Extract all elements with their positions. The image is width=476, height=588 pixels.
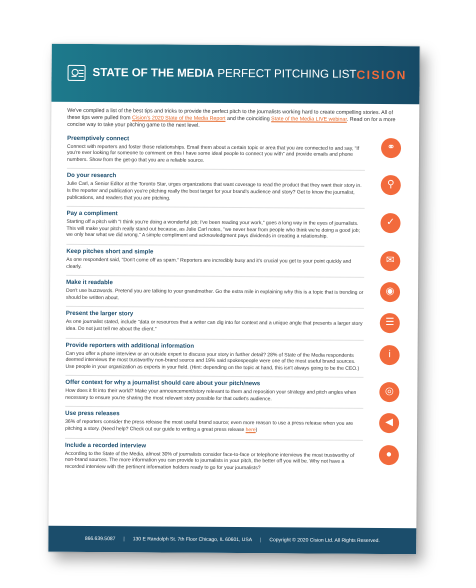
document-icon: ✉ [380,251,400,271]
link-icon: ⚭ [381,138,401,158]
section-make-it-readable [66,280,404,304]
footer-separator: | [123,536,125,543]
divider [66,337,364,340]
webinar-link[interactable]: State of the Media LIVE webinar [271,116,347,123]
section-title: Offer context for why a journalist should care about your pitch/news [65,380,261,388]
divider [66,306,364,309]
press-release-text: 36% of reporters consider the press release the most useful brand source; even more reason to use a press release when you are pitching a story. (Need help? Check out our guide to writing a great press release [65,419,354,434]
cision-logo: CISION [356,67,407,83]
press-release-guide-link[interactable]: here [245,427,256,434]
section-do-your-research [67,173,405,203]
section-body: As one respondent said, "Don't come off as spam." Reporters are incredibly busy and it's crucial you get to your point quickly and clearly. [66,256,352,270]
divider [65,375,363,378]
document-header [51,44,419,105]
section-title: Use press releases [65,411,120,418]
footer-copyright: Copyright © 2020 Cision Ltd. All Rights Reserved. [269,537,380,545]
pitching-list-document [48,44,420,555]
section-body: Don't use buzzwords. Pretend you are talking to your grandmother. Go the extra mile in explaining why this is a topic that is trending or should be written about. [65,287,364,301]
section-body: Connect with reporters and foster those relationships. Email them about a certain topic or area that you are connected to and say, "If you're ever looking for someone to comment on this I have some ideal people to connect you with" and provide emails and phone numbers. Show from the get-go that you are a reliable source. [66,143,360,164]
divider [65,406,363,409]
section-body: Starting off a pitch with "I think you're doing a wonderful job; I've been reading your work," goes a long way in the eyes of journalists. This will make your pitch really stand out because, as Julie Carl notes, "we never hear from people who think we're doing a good job; we only hear what we did wrong." A simple compliment and acknowledgment pays dividends in creating a relationship. [66,219,360,241]
divider [66,244,364,247]
eye-icon: ◉ [380,282,400,302]
divider [67,206,365,209]
newspaper-icon: ☰ [380,313,400,333]
megaphone-icon: ◀ [379,414,399,434]
section-title: Provide reporters with additional information [65,342,195,350]
section-title: Pay a compliment [66,211,118,218]
document-body [65,108,406,478]
section-pay-a-compliment [66,211,404,241]
microphone-icon: ● [379,445,399,465]
section-body: Can you offer a phone interview or an outside expert to discuss your story in further detail? 28% of State of the Media respondents deemed interviews the most trustworthy non-brand source and 19% said spokespeople were one of the most useful brand sources. Use people in your organization as experts in your field. (Hint: depending on the topic at hand, this isn't always going to be the CEO.) [65,350,360,372]
section-body: How does it fit into their world? Make your announcement/story relevant to them and reposition your strategy and pitch angles when necessary to ensure you're sharing the most relevant story possible for that outlet's audience. [65,388,357,403]
footer-address: 130 E Randolph St. 7th Floor Chicago, IL 60601, USA [132,536,253,544]
divider [67,168,365,171]
title-bold: STATE OF THE MEDIA [92,67,215,80]
report-link[interactable]: Cision's 2020 State of the Media Report [132,115,226,123]
section-title: Make it readable [66,279,113,287]
target-icon: ◎ [379,382,399,402]
section-recorded-interview [65,442,403,472]
intro-paragraph [67,108,405,132]
document-footer [48,526,416,555]
intro-text-1: We've compiled a list of the best tips and tricks to provide the perfect pitch to the journalists working hard to create compelling stories. All of these tips were pulled from [67,107,393,122]
intro-text-3: . Read on for a more concise way to take your pitching game to the next level. [67,116,396,130]
section-body: According to the State of the Media, almost 30% of journalists consider face-to-face or telephone interviews the most trustworthy of non-brand sources. The more information you can provide to journalists in your pitch, the better off you will be. Why not have a recorded interview with the pertinent information holders ready to go for your journalists? [64,450,355,472]
section-offer-context [65,380,403,404]
news-article-icon [68,65,86,81]
section-title: Keep pitches short and simple [66,248,154,256]
footer-separator: | [260,537,262,544]
title-light: PERFECT PITCHING LIST [217,67,357,81]
thumbs-up-icon: ✓ [380,213,400,233]
section-title: Do your research [66,173,117,180]
section-body: Julie Carl, a Senior Editor at the Toronto Star, urges organizations that want coverage to read the product that they want their story in. Is the reporter and publication you're pitching really the best target for your brand's audience and story? Get to know the journalist, publications, and readers that you are pitching. [66,181,362,202]
section-keep-pitches-short [66,249,404,273]
section-title: Include a recorded interview [64,442,147,450]
press-release-text-end: ) [255,427,258,434]
section-title: Present the larger story [65,311,134,318]
divider [65,437,363,440]
section-additional-information [65,342,403,372]
section-body [65,419,363,434]
section-title: Preemptively connect [67,135,130,142]
divider [66,275,364,278]
document-title [93,67,357,81]
section-preemptively-connect [67,135,405,165]
intro-text-2: and the coinciding [225,116,272,123]
info-icon: i [380,345,400,365]
section-use-press-releases [65,411,403,435]
section-body: As one journalist stated, include "data or resources that a writer can dig into for context and a unique angle that presents a larger story idea. Do not just tell me about the client." [65,319,363,333]
section-present-larger-story [66,311,404,335]
footer-phone: 866.639.5087 [84,535,116,543]
search-icon: ⚲ [381,175,401,195]
